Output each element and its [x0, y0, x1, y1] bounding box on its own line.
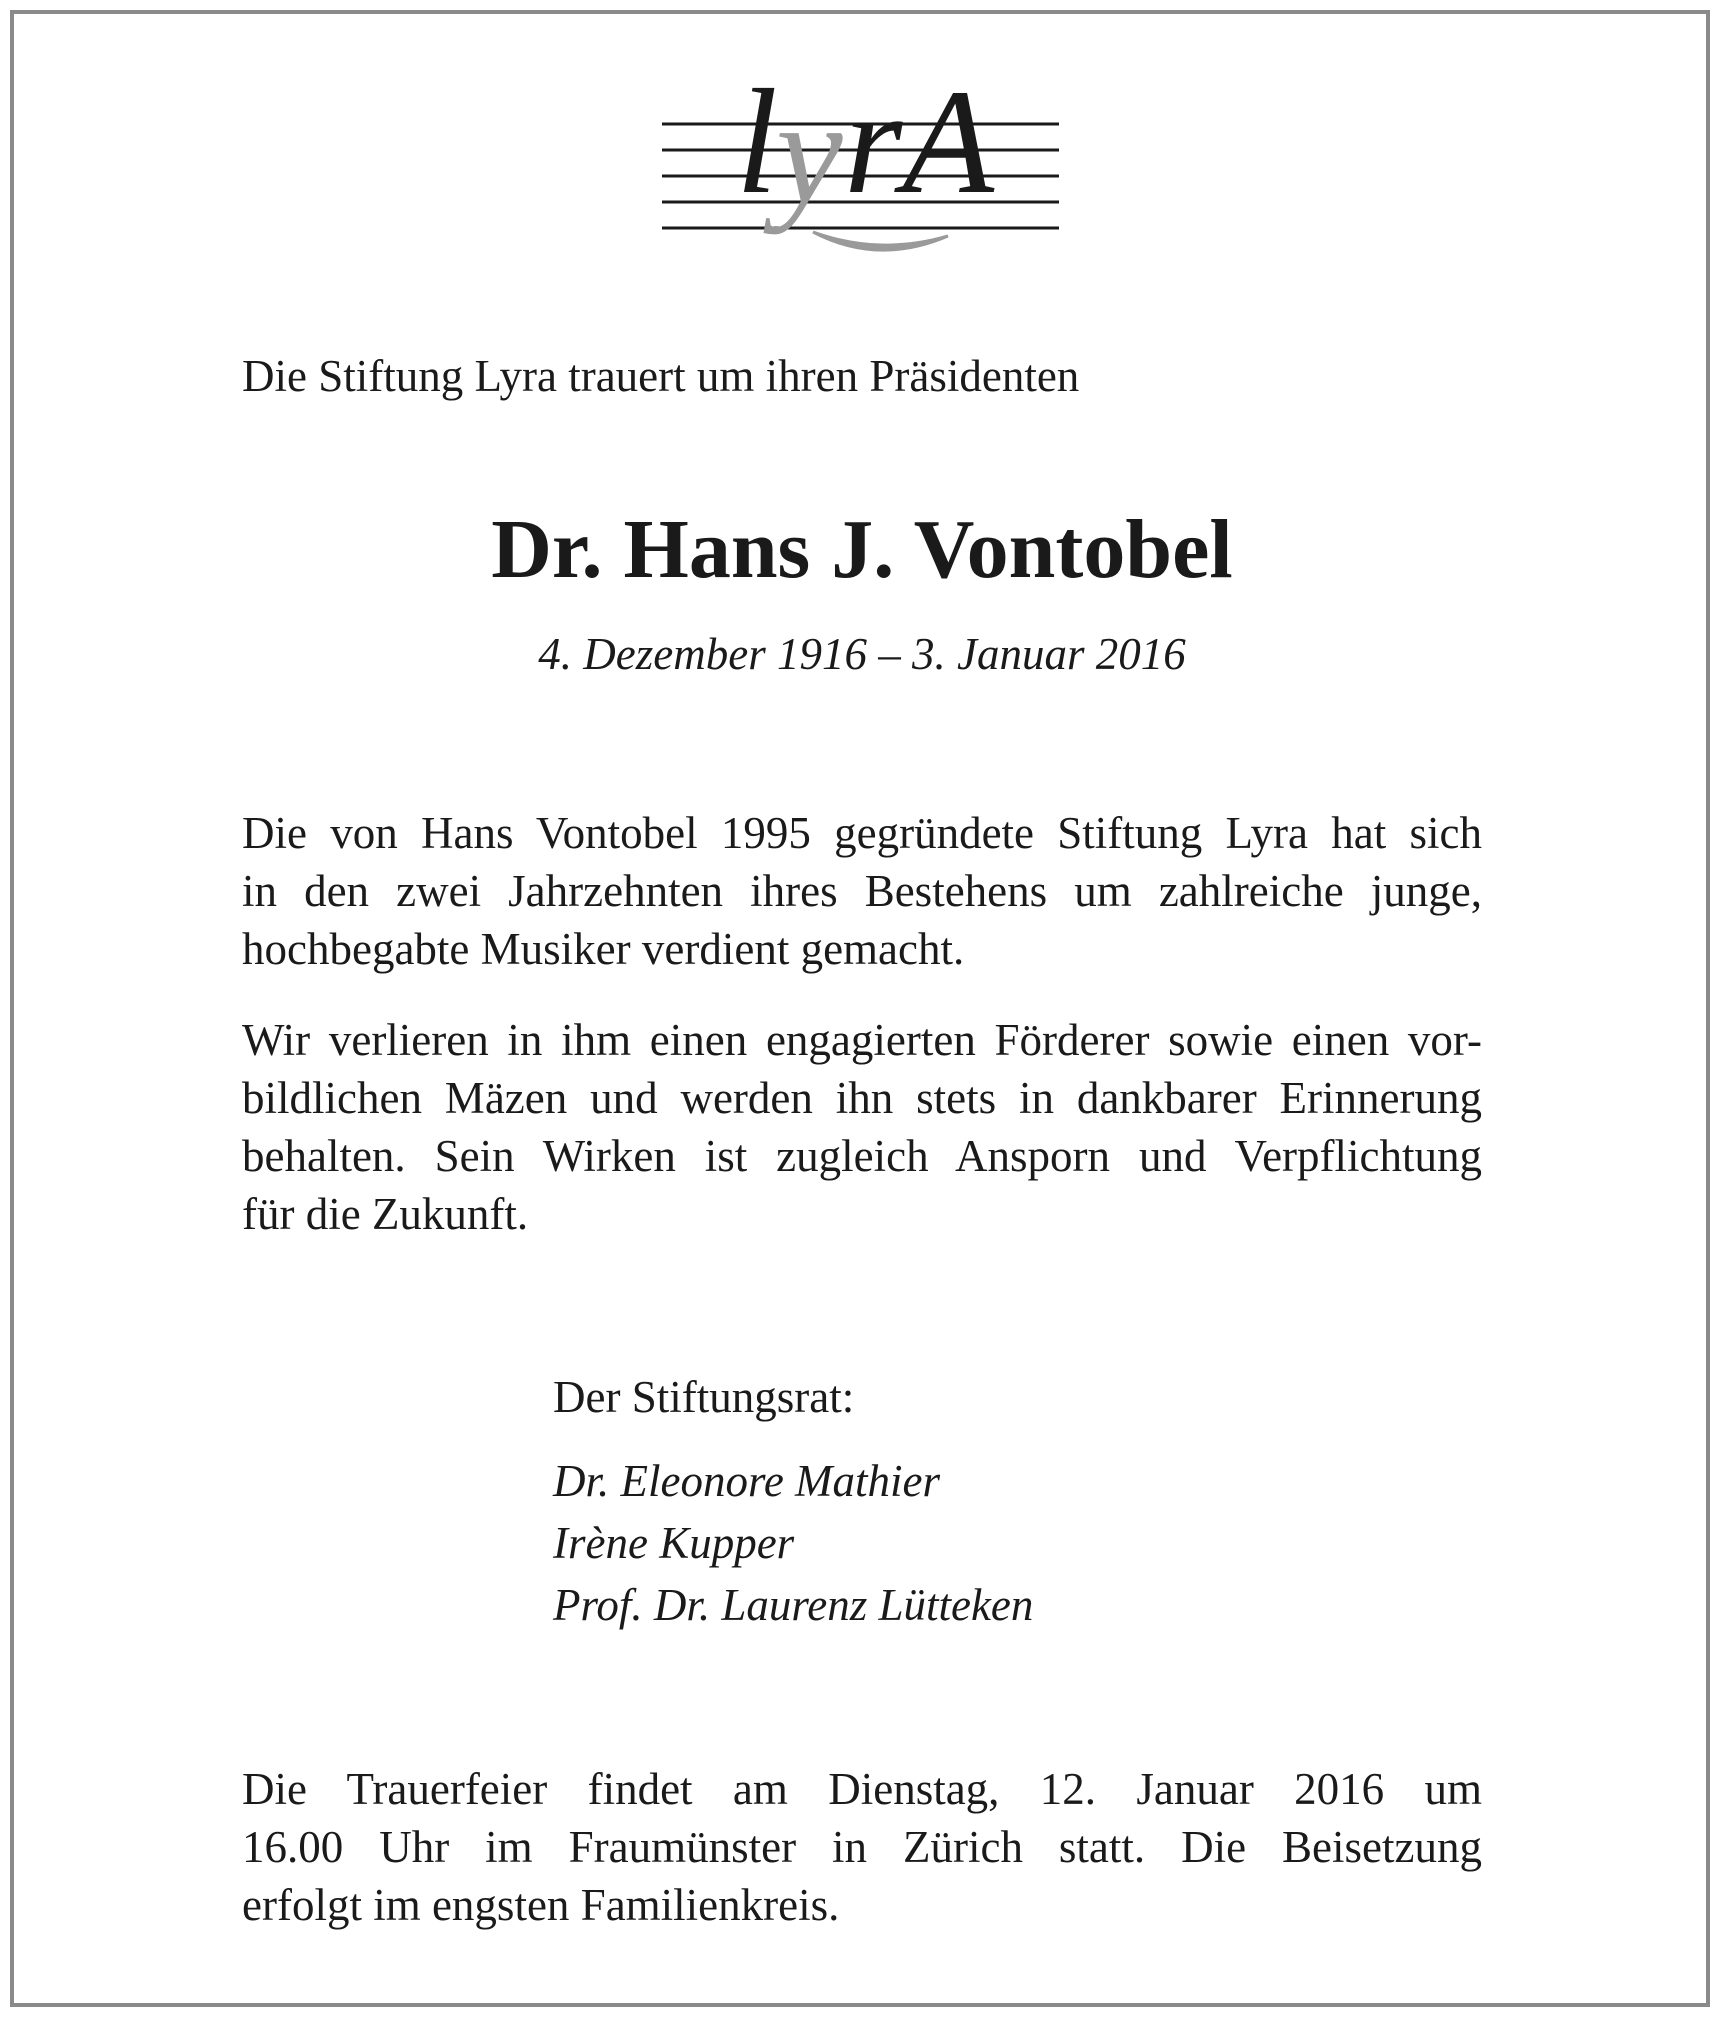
paragraph-line: in den zwei Jahrzehnten ihres Bestehens um zahlreiche junge,	[242, 866, 1482, 916]
council-member: Irène Kupper	[553, 1518, 795, 1568]
page-border	[10, 10, 1710, 2007]
paragraph-tribute	[242, 1011, 1482, 1243]
council-member: Dr. Eleonore Mathier	[553, 1456, 941, 1506]
council-members	[553, 1450, 1033, 1636]
council-member: Prof. Dr. Laurenz Lütteken	[553, 1580, 1034, 1630]
paragraph-line: Die von Hans Vontobel 1995 gegründete Stiftung Lyra hat sich	[242, 808, 1482, 858]
council-heading: Der Stiftungsrat:	[553, 1372, 855, 1422]
paragraph-line: Die Trauerfeier findet am Dienstag, 12. Januar 2016 um	[242, 1764, 1482, 1814]
logo-letters-ra: rA	[844, 84, 994, 225]
paragraph-line: 16.00 Uhr im Fraumünster in Zürich statt. Die Beisetzung	[242, 1822, 1482, 1872]
paragraph-line: behalten. Sein Wirken ist zugleich Ansporn und Verpflichtung	[242, 1131, 1482, 1181]
paragraph-line: für die Zukunft.	[242, 1189, 529, 1239]
paragraph-line: Wir verlieren in ihm einen engagierten Förderer sowie einen vor-	[242, 1015, 1482, 1065]
deceased-name: Dr. Hans J. Vontobel	[491, 503, 1233, 596]
lyra-logo	[658, 84, 1063, 259]
paragraph-line: hochbegabte Musiker verdient gemacht.	[242, 924, 965, 974]
paragraph-foundation	[242, 804, 1482, 978]
intro-line: Die Stiftung Lyra trauert um ihren Präsidenten	[242, 351, 1080, 401]
logo-letter-y: y	[776, 84, 843, 235]
paragraph-funeral	[242, 1760, 1482, 1934]
life-dates: 4. Dezember 1916 – 3. Januar 2016	[538, 629, 1186, 679]
paragraph-line: bildlichen Mäzen und werden ihn stets in dankbarer Erinnerung	[242, 1073, 1482, 1123]
logo-letter-l: l	[736, 84, 778, 225]
paragraph-line: erfolgt im engsten Familienkreis.	[242, 1880, 840, 1930]
